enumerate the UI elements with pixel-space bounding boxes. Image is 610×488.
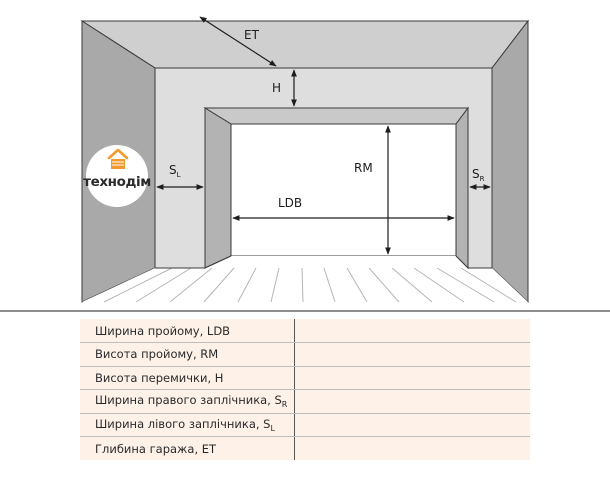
h-label: H xyxy=(272,81,282,95)
opening-floor xyxy=(205,256,468,268)
door-opening xyxy=(231,124,456,256)
value-cell-sl[interactable] xyxy=(294,413,530,437)
ceiling xyxy=(82,21,528,68)
opening-right-reveal xyxy=(456,108,468,268)
table-row xyxy=(80,390,530,414)
row-label-h: Висота перемички, H xyxy=(80,366,294,390)
table-row xyxy=(80,366,530,390)
et-label: ET xyxy=(244,28,259,42)
rm-label: RM xyxy=(354,161,373,175)
value-cell-sr[interactable] xyxy=(294,390,530,414)
value-cell-h[interactable] xyxy=(294,366,530,390)
sr-label: $S_R$ xyxy=(472,167,485,183)
opening-left-reveal xyxy=(205,108,231,268)
value-cell-ldb[interactable] xyxy=(294,319,530,343)
row-label-sl: Ширина лівого заплічника, $S_L$ xyxy=(80,413,294,437)
right-wall xyxy=(492,21,528,302)
opening-top-reveal xyxy=(205,108,468,124)
row-label-sr: Ширина правого заплічника, $S_R$ xyxy=(80,390,294,414)
value-cell-rm[interactable] xyxy=(294,343,530,367)
row-label-rm: Висота пройому, RM xyxy=(80,343,294,367)
sl-label: $S_L$ xyxy=(169,163,181,179)
logo-wordmark: технодім xyxy=(83,174,151,190)
table-row xyxy=(80,319,530,343)
value-cell-et[interactable] xyxy=(294,437,530,461)
table-row xyxy=(80,437,530,461)
measurement-table xyxy=(80,319,530,460)
row-label-et: Глибина гаража, ET xyxy=(95,441,217,456)
ldb-label: LDB xyxy=(278,196,303,210)
table-row xyxy=(80,343,530,367)
row-label-ldb: Ширина пройому, LDB xyxy=(80,319,294,343)
table-row xyxy=(80,413,530,437)
